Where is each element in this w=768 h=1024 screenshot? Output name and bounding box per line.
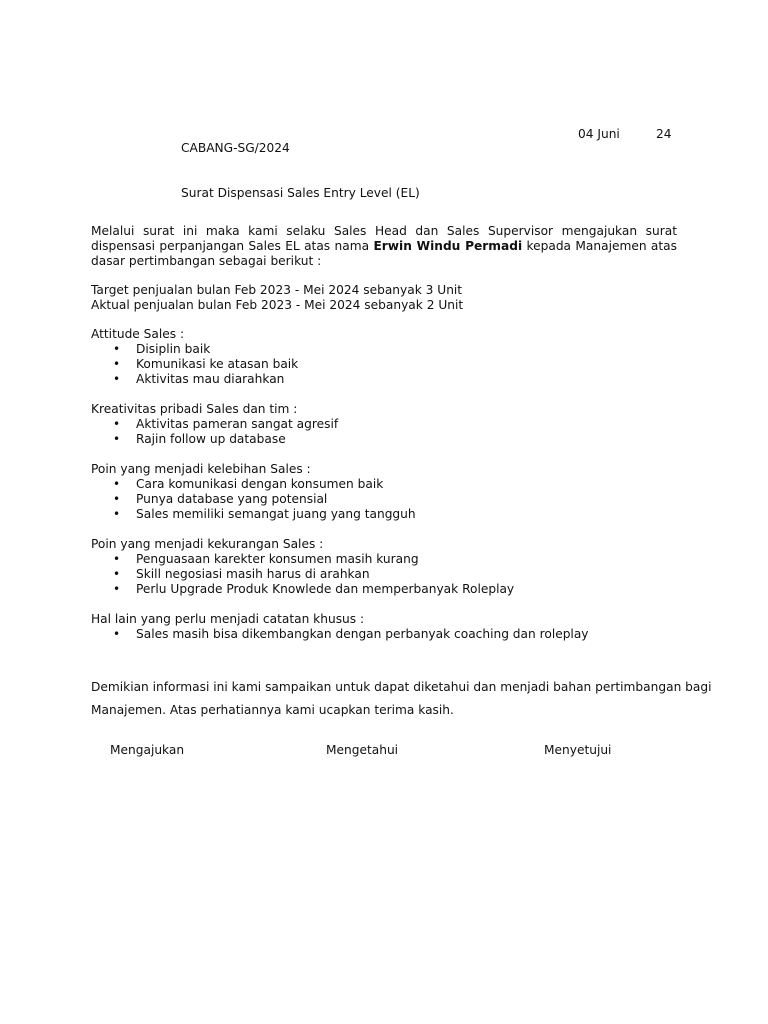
list-item-text: Perlu Upgrade Produk Knowlede dan memperbanyak Roleplay (136, 582, 515, 596)
bullet-icon: • (113, 492, 121, 506)
letter-date: 04 Juni (578, 127, 620, 141)
bullet-icon: • (113, 627, 121, 641)
closing-line-1: Demikian informasi ini kami sampaikan untuk dapat diketahui dan menjadi bahan pertimbangan bagi (91, 680, 712, 694)
list-item-text: Rajin follow up database (136, 432, 286, 446)
target-sales-line: Target penjualan bulan Feb 2023 - Mei 2024 sebanyak 3 Unit (91, 283, 463, 297)
list-item-text: Sales masih bisa dikembangkan dengan perbanyak coaching dan roleplay (136, 627, 589, 641)
list-item (91, 567, 677, 582)
list-item (91, 627, 677, 642)
section-heading: Attitude Sales : (91, 327, 185, 341)
list-item-text: Sales memiliki semangat juang yang tangguh (136, 507, 416, 521)
section-heading: Kreativitas pribadi Sales dan tim : (91, 402, 298, 416)
list-item-text: Cara komunikasi dengan konsumen baik (136, 477, 384, 491)
bullet-icon: • (113, 417, 121, 431)
sales-figures (91, 283, 677, 313)
list-item (91, 357, 677, 372)
letter-date-year: 24 (656, 127, 672, 141)
list-item (91, 432, 677, 447)
list-item (91, 552, 677, 567)
list-item-text: Aktivitas mau diarahkan (136, 372, 285, 386)
bullet-icon: • (113, 582, 121, 596)
intro-paragraph (91, 224, 677, 269)
section-heading: Poin yang menjadi kekurangan Sales : (91, 537, 324, 551)
signature-acknowledged-label: Mengetahui (326, 743, 399, 757)
intro-text-part1: Melalui surat ini maka kami selaku Sales Head dan Sales Supervisor mengajukan surat dispensasi perpanjangan Sales EL atas nama (91, 224, 677, 253)
list-item (91, 582, 677, 597)
list-item-text: Punya database yang potensial (136, 492, 328, 506)
bullet-list (91, 417, 677, 447)
section-heading: Hal lain yang perlu menjadi catatan khusus : (91, 612, 365, 626)
section-attitude (91, 327, 677, 387)
bullet-icon: • (113, 477, 121, 491)
bullet-list (91, 342, 677, 387)
actual-sales-line: Aktual penjualan bulan Feb 2023 - Mei 2024 sebanyak 2 Unit (91, 298, 464, 312)
employee-name: Erwin Windu Permadi (373, 239, 523, 253)
signature-submitted-label: Mengajukan (110, 743, 185, 757)
bullet-icon: • (113, 552, 121, 566)
list-item (91, 417, 677, 432)
list-item (91, 342, 677, 357)
bullet-list (91, 477, 677, 522)
list-item-text: Skill negosiasi masih harus di arahkan (136, 567, 370, 581)
bullet-icon: • (113, 357, 121, 371)
closing-line-2: Manajemen. Atas perhatiannya kami ucapkan terima kasih. (91, 703, 454, 717)
reference-number: CABANG-SG/2024 (181, 141, 290, 155)
list-item-text: Aktivitas pameran sangat agresif (136, 417, 339, 431)
list-item (91, 477, 677, 492)
letter-subject: Surat Dispensasi Sales Entry Level (EL) (181, 186, 420, 200)
bullet-icon: • (113, 567, 121, 581)
list-item-text: Penguasaan karekter konsumen masih kurang (136, 552, 419, 566)
bullet-icon: • (113, 372, 121, 386)
section-special-notes (91, 612, 677, 642)
section-heading: Poin yang menjadi kelebihan Sales : (91, 462, 311, 476)
section-weaknesses (91, 537, 677, 597)
list-item (91, 507, 677, 522)
bullet-list (91, 627, 677, 642)
section-strengths (91, 462, 677, 522)
list-item-text: Disiplin baik (136, 342, 211, 356)
bullet-icon: • (113, 342, 121, 356)
section-creativity (91, 402, 677, 447)
signature-approved-label: Menyetujui (544, 743, 612, 757)
bullet-icon: • (113, 432, 121, 446)
bullet-icon: • (113, 507, 121, 521)
list-item (91, 492, 677, 507)
intro-text-part2: kepada Manajemen atas dasar pertimbangan sebagai berikut : (91, 239, 677, 268)
bullet-list (91, 552, 677, 597)
list-item-text: Komunikasi ke atasan baik (136, 357, 299, 371)
list-item (91, 372, 677, 387)
